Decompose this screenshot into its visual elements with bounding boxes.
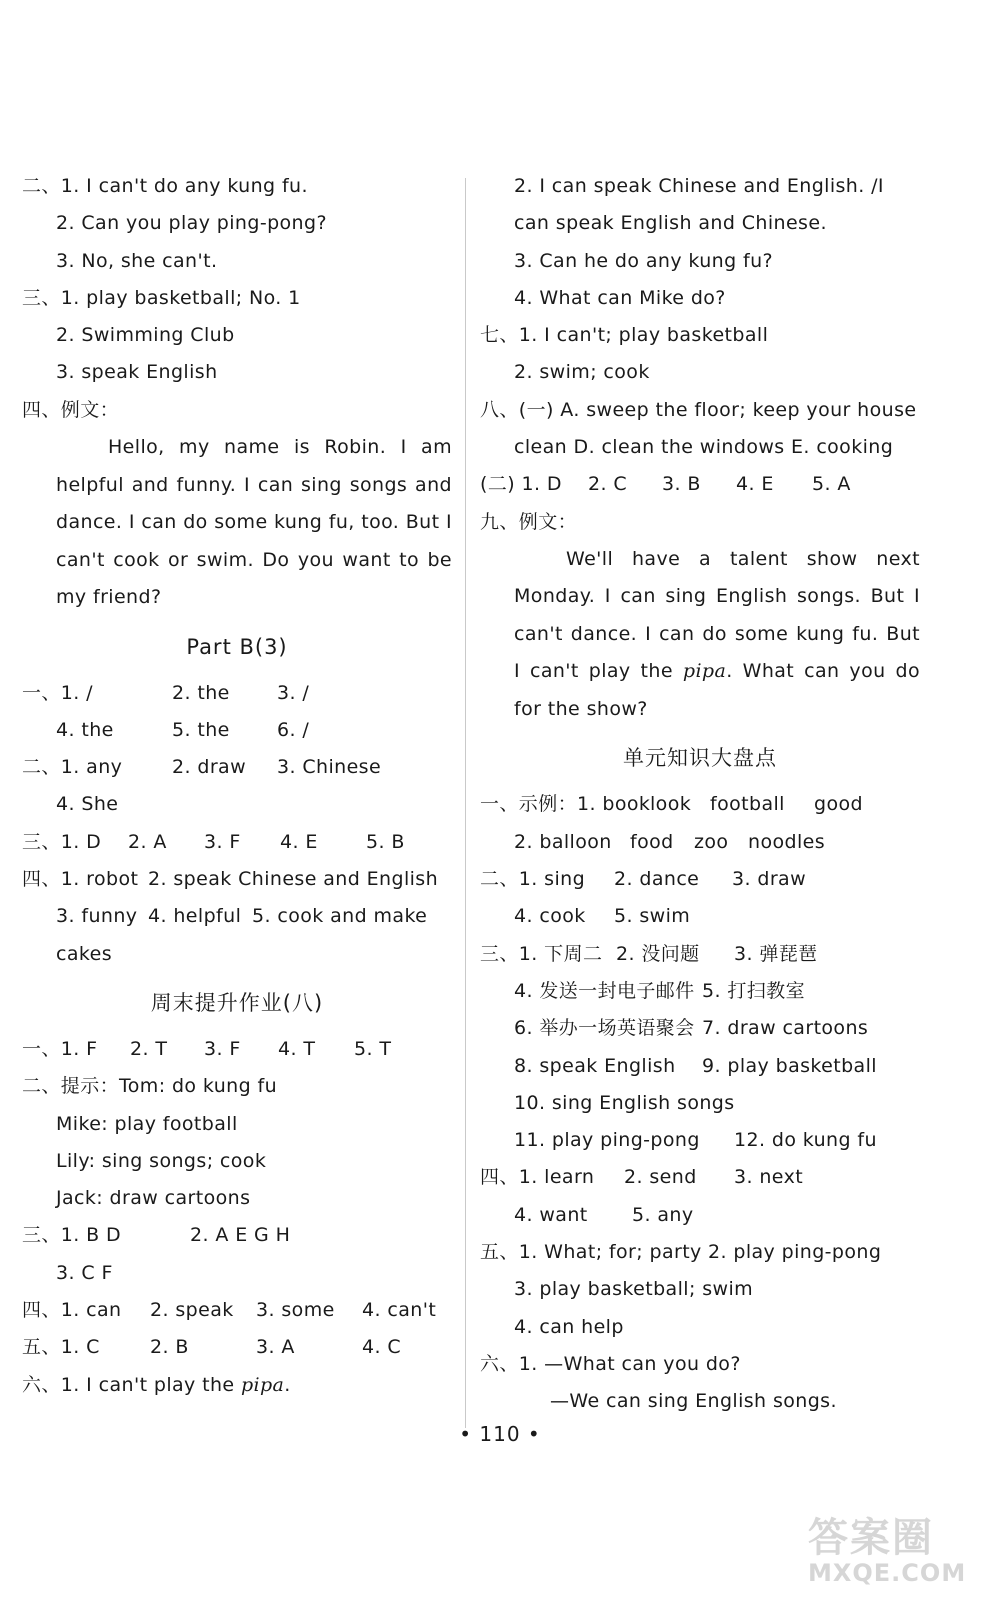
answer-item: 3. Chinese bbox=[277, 756, 382, 779]
answer-row bbox=[22, 898, 452, 935]
answer-item: 6. 举办一场英语聚会 bbox=[514, 1017, 695, 1040]
answer-item: 2. T bbox=[130, 1037, 168, 1060]
answer-row bbox=[22, 824, 452, 861]
answer-row bbox=[22, 712, 452, 749]
answer-row bbox=[480, 1159, 920, 1196]
answer-row bbox=[22, 861, 452, 898]
answer-item: football bbox=[710, 793, 785, 816]
answer-item: 3. / bbox=[277, 681, 310, 704]
answer-item: zoo bbox=[694, 830, 729, 853]
answer-line: 3. C F bbox=[56, 1261, 113, 1284]
answer-text: 六、1. I can't play the bbox=[22, 1373, 241, 1396]
answer-item: 4. 发送一封电子邮件 bbox=[514, 979, 695, 1002]
answer-item: 三、1. B D bbox=[22, 1224, 122, 1247]
answer-item: 7. draw cartoons bbox=[702, 1017, 869, 1040]
answer-row bbox=[480, 1234, 920, 1271]
answer-item: 2. speak bbox=[150, 1299, 234, 1322]
answer-line: Lily: sing songs; cook bbox=[56, 1149, 267, 1172]
answer-item: 5. the bbox=[172, 718, 230, 741]
section-heading-weekend: 周末提升作业(八) bbox=[150, 990, 324, 1015]
answer-row bbox=[480, 1197, 920, 1234]
answer-item: 5. 打扫教室 bbox=[702, 979, 805, 1002]
answer-line: —We can sing English songs. bbox=[550, 1390, 837, 1413]
answer-line: 3. No, she can't. bbox=[56, 249, 218, 272]
answer-item: 9. play basketball bbox=[702, 1054, 877, 1077]
watermark-bottom: MXQE.COM bbox=[808, 1559, 967, 1587]
section-label: 九、例文： bbox=[480, 510, 578, 533]
section-label: 四、例文： bbox=[22, 398, 120, 421]
answer-item: 3. B bbox=[662, 473, 701, 496]
answer-item: 2. the bbox=[172, 681, 230, 704]
answer-item: good bbox=[814, 793, 863, 816]
answer-item: 一、示例：1. book bbox=[480, 793, 651, 816]
answer-line: 4. She bbox=[56, 793, 119, 816]
answer-row bbox=[480, 466, 920, 503]
answer-row bbox=[480, 824, 920, 861]
answer-line: 3. play basketball; swim bbox=[514, 1278, 754, 1301]
answer-item: 五、1. What; for; party bbox=[480, 1241, 702, 1264]
page-number: • 110 • bbox=[459, 1422, 541, 1446]
answer-item: 4. C bbox=[362, 1336, 402, 1359]
answer-row bbox=[480, 1010, 920, 1047]
answer-line: 六、1. —What can you do? bbox=[480, 1352, 741, 1375]
answer-line: 2. I can speak Chinese and English. /I bbox=[514, 175, 884, 197]
answer-item: 3. some bbox=[256, 1299, 335, 1322]
sample-essay-text: Hello, my name is Robin. I am helpful and funny. I can sing songs and dance. I can do some kung fu, too. But I can't cook or swim. Do you want to be my friend? bbox=[56, 436, 452, 609]
answer-row bbox=[22, 1031, 452, 1068]
answer-item: 4. E bbox=[736, 473, 774, 496]
answer-item: 4. cook bbox=[514, 905, 586, 928]
answer-line: can speak English and Chinese. bbox=[514, 212, 827, 235]
essay-italic-word: pipa bbox=[682, 660, 727, 683]
answer-item: 3. A bbox=[256, 1336, 295, 1359]
answer-item: 四、1. learn bbox=[480, 1166, 595, 1189]
answer-item: 三、1. D bbox=[22, 830, 102, 853]
answer-item: look bbox=[650, 793, 692, 816]
watermark-logo bbox=[808, 1516, 978, 1586]
answer-line: 三、1. play basketball; No. 1 bbox=[22, 286, 301, 309]
answer-item: 3. draw bbox=[732, 868, 807, 891]
answer-item: 2. play ping-pong bbox=[708, 1241, 882, 1264]
answer-item: 4. want bbox=[514, 1203, 588, 1226]
answer-line: Jack: draw cartoons bbox=[56, 1187, 251, 1210]
answer-row bbox=[480, 898, 920, 935]
answer-row bbox=[480, 786, 920, 823]
answer-item: 2. A E G H bbox=[190, 1224, 291, 1247]
answer-line: Mike: play football bbox=[56, 1112, 238, 1135]
answer-line: 3. speak English bbox=[56, 361, 218, 384]
answer-line: cakes bbox=[56, 942, 113, 965]
answer-item: 五、1. C bbox=[22, 1336, 100, 1359]
answer-row bbox=[480, 936, 920, 973]
answer-row bbox=[22, 675, 452, 712]
answer-item: 5. A bbox=[812, 473, 851, 496]
answer-item: 3. 弹琵琶 bbox=[734, 942, 818, 965]
answer-item: 6. / bbox=[277, 718, 310, 741]
answer-item: 3. F bbox=[204, 1037, 241, 1060]
answer-item: 2. dance bbox=[614, 868, 700, 891]
answer-item: 四、1. robot bbox=[22, 868, 139, 891]
answer-row bbox=[22, 749, 452, 786]
answer-row bbox=[22, 1329, 452, 1366]
answer-line: 4. What can Mike do? bbox=[514, 286, 726, 309]
left-column bbox=[22, 168, 452, 1404]
answer-line: 2. Can you play ping-pong? bbox=[56, 212, 327, 235]
answer-line: 二、1. I can't do any kung fu. bbox=[22, 175, 308, 197]
answer-item: 4. E bbox=[280, 830, 318, 853]
answer-item: food bbox=[630, 830, 674, 853]
answer-item: 4. helpful bbox=[148, 905, 242, 928]
sample-essay-text: . What can you do for the show? bbox=[514, 660, 920, 720]
answer-item: 2. send bbox=[624, 1166, 697, 1189]
answer-item: 12. do kung fu bbox=[734, 1129, 877, 1152]
answer-item: 2. A bbox=[128, 830, 167, 853]
answer-item: 2. C bbox=[588, 473, 628, 496]
answer-row bbox=[22, 1292, 452, 1329]
answer-line: 10. sing English songs bbox=[514, 1091, 735, 1114]
answer-item: 三、1. 下周二 bbox=[480, 942, 603, 965]
answer-item: 3. next bbox=[734, 1166, 804, 1189]
answer-item: 8. speak English bbox=[514, 1054, 676, 1077]
sample-essay bbox=[22, 429, 452, 617]
answer-item: 四、1. can bbox=[22, 1299, 122, 1322]
answer-row bbox=[480, 973, 920, 1010]
column-divider bbox=[465, 178, 466, 1428]
answer-line: 2. Swimming Club bbox=[56, 324, 235, 347]
answer-item: 3. funny bbox=[56, 905, 138, 928]
answer-italic-word: pipa bbox=[240, 1373, 285, 1396]
answer-item: 4. T bbox=[278, 1037, 316, 1060]
answer-line: clean D. clean the windows E. cooking bbox=[514, 436, 894, 459]
section-heading-unit-review: 单元知识大盘点 bbox=[623, 746, 777, 771]
answer-item: 4. the bbox=[56, 718, 114, 741]
answer-text: . bbox=[284, 1373, 291, 1396]
answer-line: 3. Can he do any kung fu? bbox=[514, 249, 774, 272]
answer-row bbox=[480, 1048, 920, 1085]
answer-line: 2. swim; cook bbox=[514, 361, 650, 384]
answer-line: 二、提示：Tom: do kung fu bbox=[22, 1075, 278, 1098]
answer-item: 一、1. / bbox=[22, 681, 93, 704]
answer-line: 八、(一) A. sweep the floor; keep your house bbox=[480, 398, 917, 421]
answer-item: 5. T bbox=[354, 1037, 392, 1060]
answer-item: 5. any bbox=[632, 1203, 694, 1226]
answer-row bbox=[480, 861, 920, 898]
sample-essay bbox=[480, 541, 920, 729]
answer-item: 2. 没问题 bbox=[616, 942, 700, 965]
answer-item: 二、1. any bbox=[22, 756, 123, 779]
sample-essay-text: We'll have a talent show next Monday. I can sing English songs. But I can't dance. I can do some kung fu. But I can't play the bbox=[514, 547, 920, 683]
answer-item: 11. play ping-pong bbox=[514, 1129, 700, 1152]
answer-item: noodles bbox=[748, 830, 826, 853]
answer-item: 二、1. sing bbox=[480, 868, 586, 891]
answer-line bbox=[22, 1367, 452, 1404]
answer-item: 2. speak Chinese and English bbox=[148, 868, 439, 891]
answer-item: 一、1. F bbox=[22, 1037, 98, 1060]
answer-item: 5. swim bbox=[614, 905, 691, 928]
watermark-top: 答案圈 bbox=[808, 1515, 934, 1561]
answer-line: 七、1. I can't; play basketball bbox=[480, 324, 769, 347]
answer-item: 2. draw bbox=[172, 756, 247, 779]
answer-item: (二) 1. D bbox=[480, 473, 562, 496]
answer-item: 5. cook and make bbox=[252, 905, 428, 928]
answer-line: 4. can help bbox=[514, 1315, 624, 1338]
section-heading-part-b: Part B(3) bbox=[186, 634, 288, 659]
answer-item: 2. balloon bbox=[514, 830, 612, 853]
answer-row bbox=[22, 1217, 452, 1254]
answer-item: 2. B bbox=[150, 1336, 189, 1359]
answer-item: 5. B bbox=[366, 830, 405, 853]
answer-item: 3. F bbox=[204, 830, 241, 853]
right-column bbox=[480, 168, 920, 1421]
answer-item: 4. can't bbox=[362, 1299, 437, 1322]
answer-row bbox=[480, 1122, 920, 1159]
